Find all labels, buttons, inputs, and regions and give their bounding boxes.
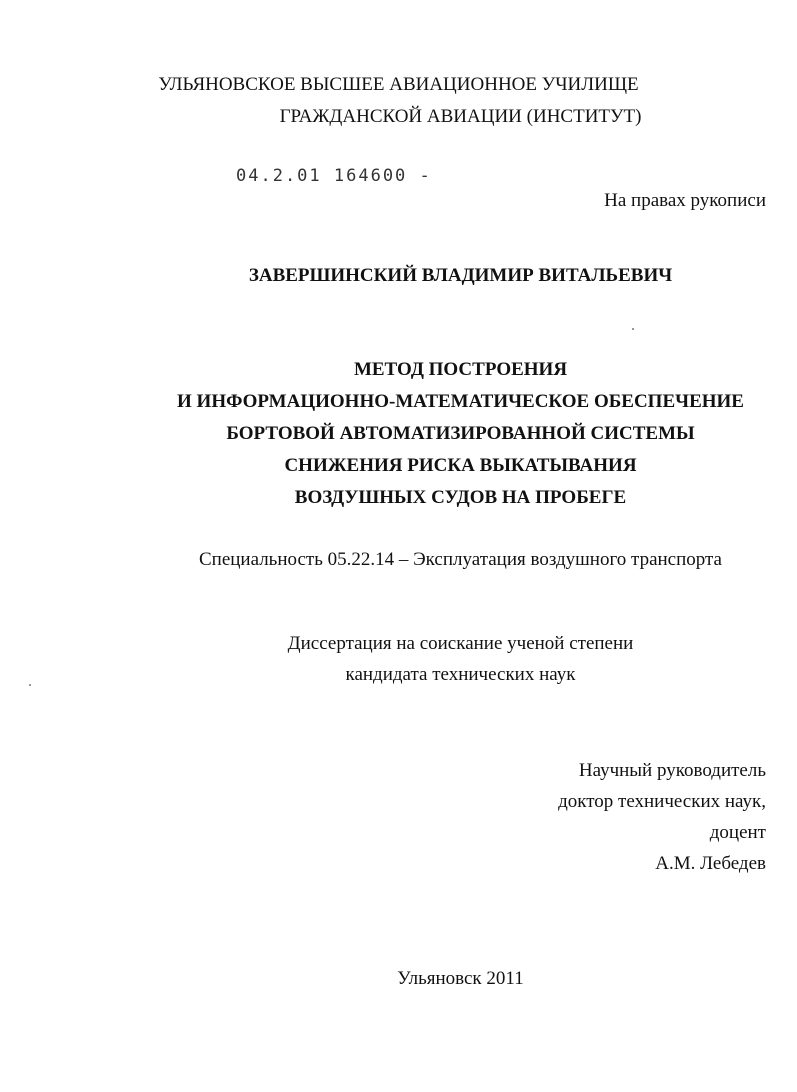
scan-speck [29,684,31,686]
title-line-5: ВОЗДУШНЫХ СУДОВ НА ПРОБЕГЕ [294,487,627,508]
degree-line-1: Диссертация на соискание ученой степени [287,633,634,654]
supervisor-rank: доцент [709,822,766,843]
specialty: Специальность 05.22.14 – Эксплуатация воздушного транспорта [198,549,722,570]
title-line-4: СНИЖЕНИЯ РИСКА ВЫКАТЫВАНИЯ [284,455,637,476]
registration-stamp: 04.2.01 164600 - [236,166,432,186]
institution-line-2: ГРАЖДАНСКОЙ АВИАЦИИ (ИНСТИТУТ) [279,106,642,127]
city-year: Ульяновск 2011 [397,968,524,989]
title-line-2: И ИНФОРМАЦИОННО-МАТЕМАТИЧЕСКОЕ ОБЕСПЕЧЕНИЕ [177,391,744,412]
title-line-1: МЕТОД ПОСТРОЕНИЯ [353,359,568,380]
author-name: ЗАВЕРШИНСКИЙ ВЛАДИМИР ВИТАЛЬЕВИЧ [248,265,673,286]
supervisor-degree: доктор технических наук, [558,791,766,812]
degree-line-2: кандидата технических наук [345,664,576,685]
supervisor-name: А.М. Лебедев [655,853,766,874]
supervisor-role: Научный руководитель [578,760,766,781]
manuscript-note: На правах рукописи [604,190,766,211]
scan-speck [632,328,634,330]
institution-line-1: УЛЬЯНОВСКОЕ ВЫСШЕЕ АВИАЦИОННОЕ УЧИЛИЩЕ [158,74,639,95]
title-line-3: БОРТОВОЙ АВТОМАТИЗИРОВАННОЙ СИСТЕМЫ [226,423,695,444]
